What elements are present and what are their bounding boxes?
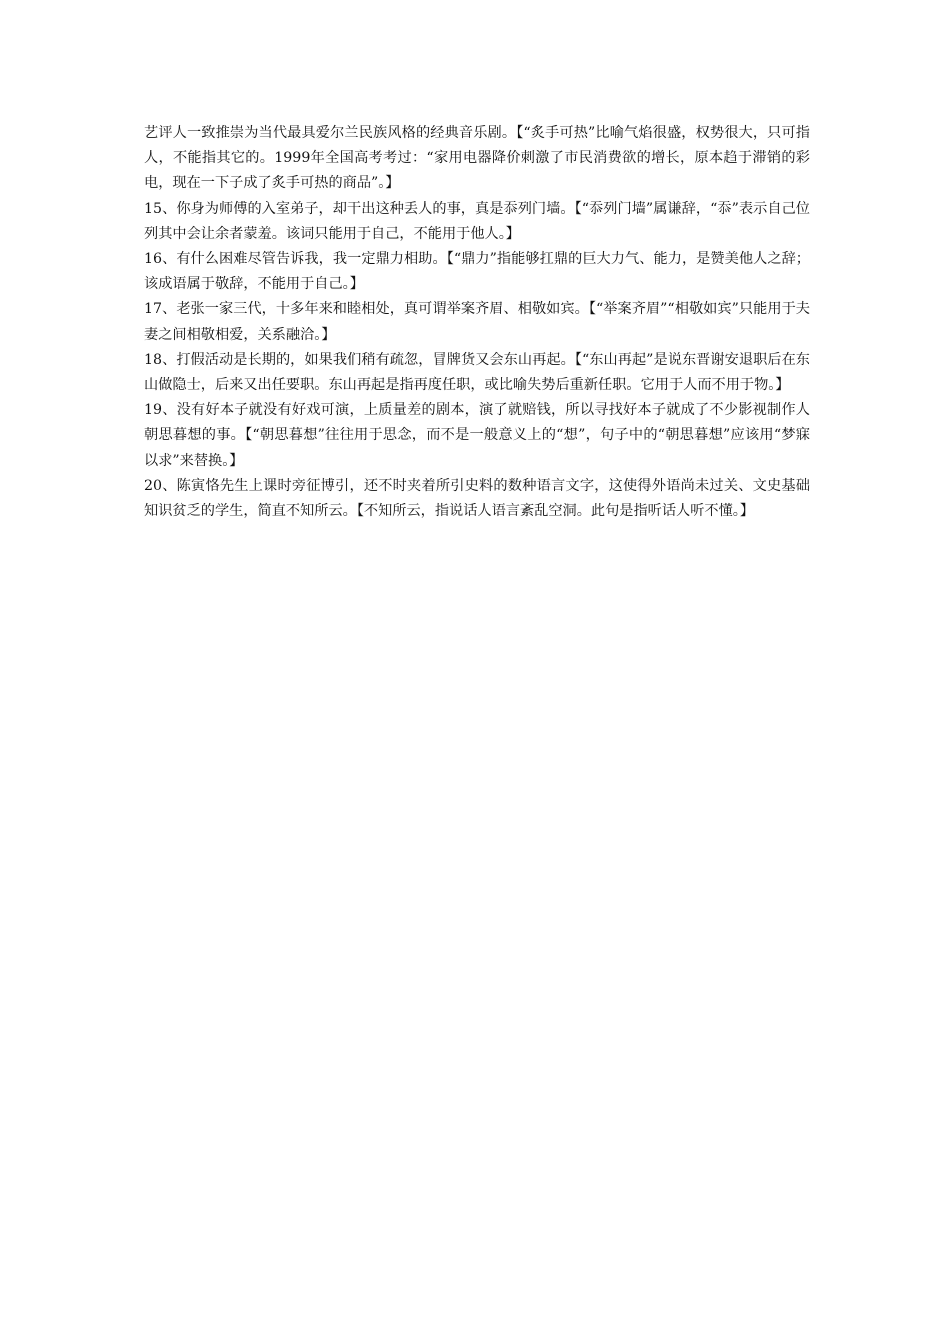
paragraph-item-17: 17、老张一家三代，十多年来和睦相处，真可谓举案齐眉、相敬如宾。【“举案齐眉”“相敬如宾”只能用于夫妻之间相敬相爱，关系融洽。】: [144, 301, 810, 343]
paragraph-item-20: 20、陈寅恪先生上课时旁征博引，还不时夹着所引史料的数种语言文字，这使得外语尚未过关、文史基础知识贫乏的学生，简直不知所云。【不知所云，指说话人语言紊乱空洞。此句是指听话人听不懂。】: [144, 477, 810, 520]
paragraph-item-16: 16、有什么困难尽管告诉我，我一定鼎力相助。【“鼎力”指能够扛鼎的巨大力气、能力，是赞美他人之辞；该成语属于敬辞，不能用于自己。】: [144, 251, 810, 293]
paragraph-item-15: 15、你身为师傅的入室弟子，却干出这种丢人的事，真是忝列门墙。【“忝列门墙”属谦辞，“忝”表示自己位列其中会让余者蒙羞。该词只能用于自己，不能用于他人。】: [144, 200, 810, 242]
document-body: [144, 121, 810, 524]
paragraph-item-19: 19、没有好本子就没有好戏可演，上质量差的剧本，演了就赔钱，所以寻找好本子就成了不少影视制作人朝思暮想的事。【“朝思暮想”往往用于思念，而不是一般意义上的“想”，句子中的“朝思暮想”应该用“梦寐以求”来替换。】: [144, 402, 810, 469]
paragraph-intro: 艺评人一致推崇为当代最具爱尔兰民族风格的经典音乐剧。【“炙手可热”比喻气焰很盛，权势很大，只可指人，不能指其它的。1999年全国高考考过：“家用电器降价刺激了市民消费欲的增长，原本趋于滞销的彩电，现在一下子成了炙手可热的商品”。】: [144, 125, 810, 192]
paragraph-item-18: 18、打假活动是长期的，如果我们稍有疏忽，冒牌货又会东山再起。【“东山再起”是说东晋谢安退职后在东山做隐士，后来又出任要职。东山再起是指再度任职，或比喻失势后重新任职。它用于人而不用于物。】: [144, 351, 810, 394]
